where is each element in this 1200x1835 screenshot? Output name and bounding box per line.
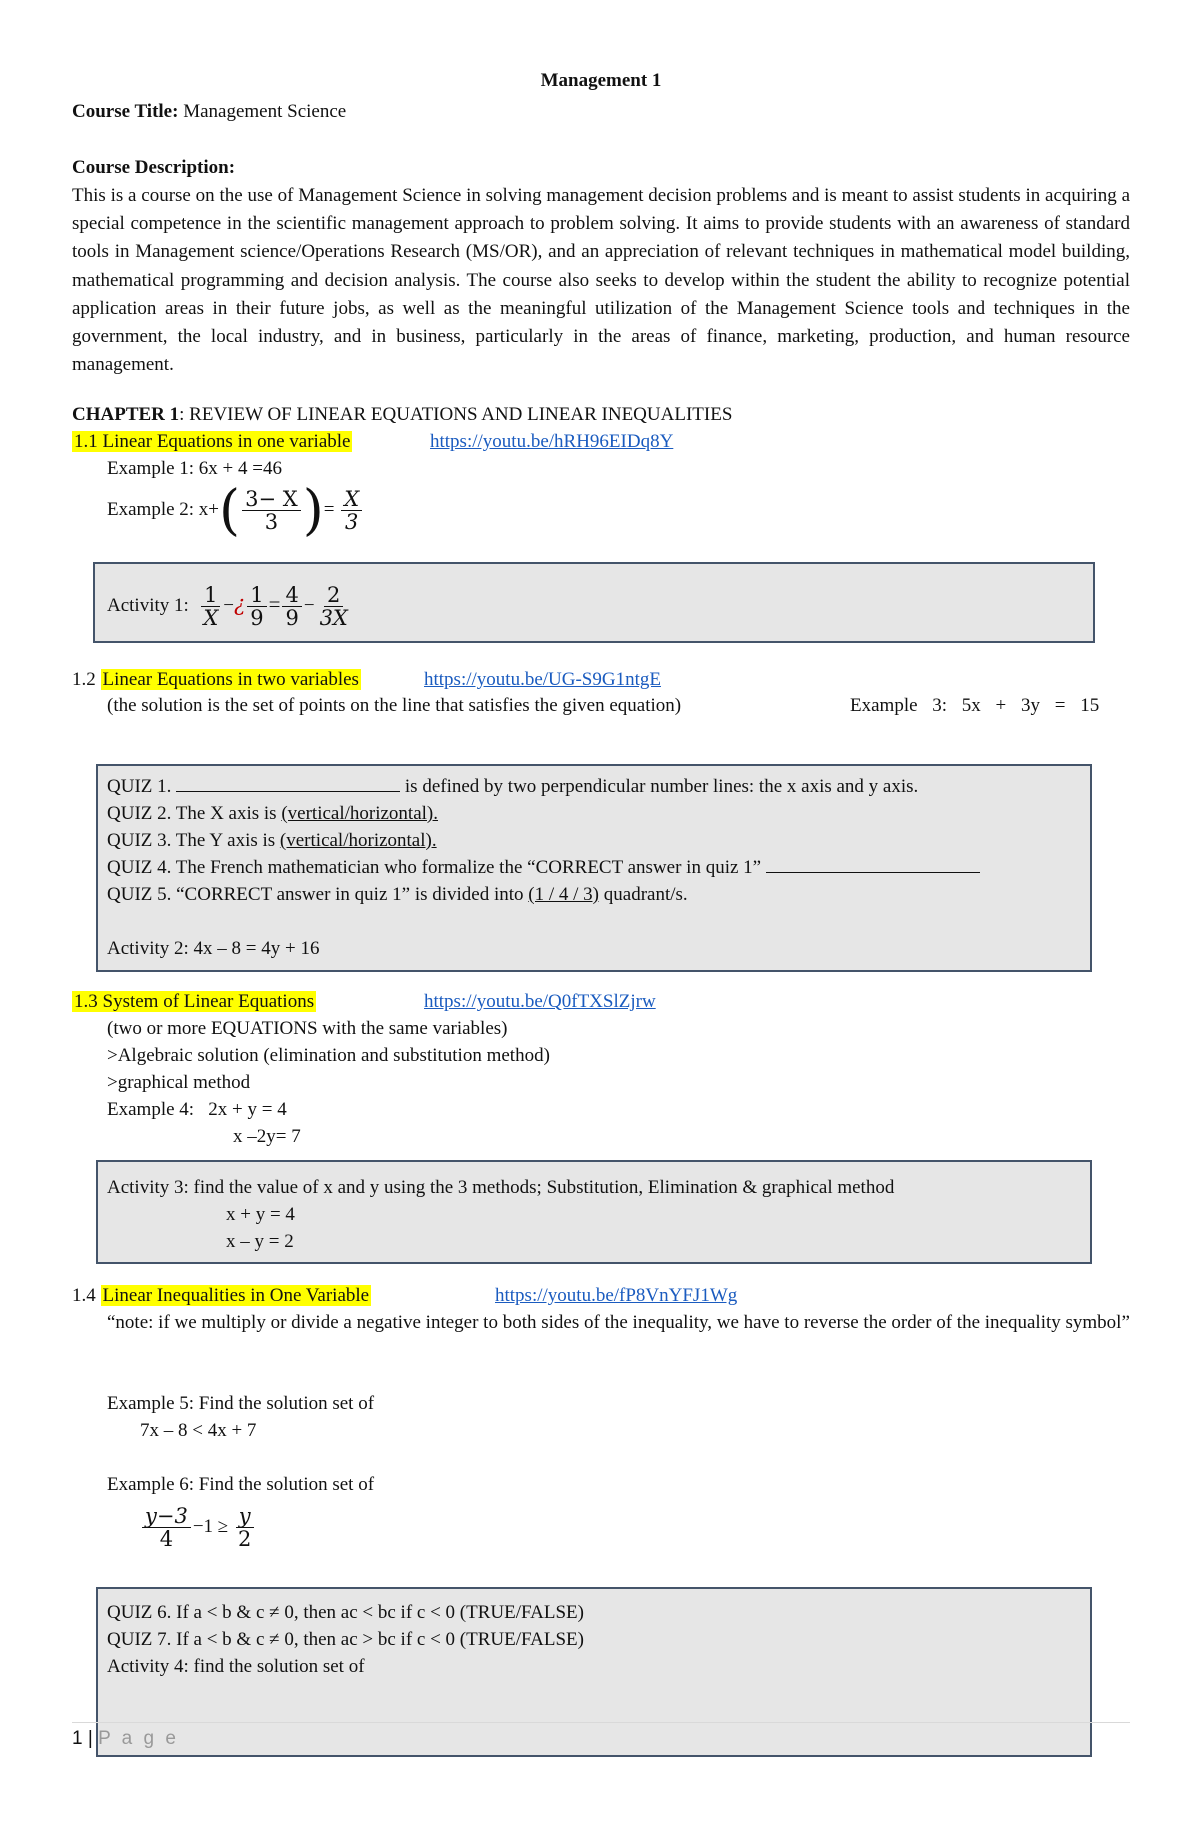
example-1: Example 1: 6x + 4 =46 [107, 458, 282, 479]
activity-3-eq1: x + y = 4 [226, 1204, 295, 1225]
activity-3-box [96, 1160, 1092, 1264]
section-1-4-note: “note: if we multiply or divide a negative integer to both sides of the inequality, we have to reverse the order of the inequality symbol” [107, 1312, 1130, 1333]
example-6: Example 6: Find the solution set of [107, 1474, 375, 1495]
footer-divider [72, 1722, 1130, 1723]
section-1-4-link[interactable]: https://youtu.be/fP8VnYFJ1Wg [495, 1285, 738, 1306]
section-1-2-link[interactable]: https://youtu.be/UG-S9G1ntgE [424, 669, 661, 690]
activity-1: Activity 1: $\frac{1}{X}$ −¿ $\frac{1}{9}$ = $\frac{4}{9}$ − $\frac{2}{3X}$ [107, 583, 348, 631]
quiz-4: QUIZ 4. The French mathematician who formalize the “CORRECT answer in quiz 1” [107, 854, 980, 881]
quiz-4-blank [766, 856, 980, 873]
quiz-5: QUIZ 5. “CORRECT answer in quiz 1” is divided into (1 / 4 / 3) quadrant/s. [107, 884, 688, 905]
quiz-1: QUIZ 1. is defined by two perpendicular number lines: the x axis and y axis. [107, 776, 919, 797]
algebraic-solution: >Algebraic solution (elimination and substitution method) [107, 1045, 550, 1066]
activity-3-eq2: x – y = 2 [226, 1231, 294, 1252]
activity-1-symbol: ¿ [233, 592, 246, 616]
example-2: Example 2: x+( $\frac{3- X}{3}$ )= $\frac{X}{3}$ [107, 480, 364, 540]
course-title-value: Management Science [183, 101, 347, 122]
example-4: Example 4: 2x + y = 4 [107, 1099, 287, 1120]
example-6-inequality: $\frac{y-3}{4}$ −1 ≥ $\frac{y}{2}$ [140, 1500, 256, 1554]
course-title [72, 98, 346, 125]
graphical-method: >graphical method [107, 1072, 251, 1093]
quiz-6: QUIZ 6. If a < b & c ≠ 0, then ac < bc if c < 0 (TRUE/FALSE) [107, 1602, 584, 1623]
chapter-heading [72, 401, 732, 428]
example-5: Example 5: Find the solution set of [107, 1393, 375, 1414]
example-4-second: x –2y= 7 [233, 1126, 301, 1147]
course-title-label: Course Title: [72, 101, 179, 122]
section-1-1-title: 1.1 Linear Equations in one variable [74, 431, 351, 452]
section-1-3-link[interactable]: https://youtu.be/Q0fTXSlZjrw [424, 991, 656, 1012]
example-3: Example 3: 5x + 3y = 15 [850, 695, 1100, 716]
chapter-title: : REVIEW OF LINEAR EQUATIONS AND LINEAR INEQUALITIES [179, 404, 733, 425]
example-2-fraction: $\frac{3- X}{3}$ [242, 488, 301, 533]
section-1-1-link[interactable]: https://youtu.be/hRH96EIDq8Y [430, 431, 674, 452]
page-number: 1 | [72, 1728, 93, 1749]
page-word: P a g e [98, 1728, 179, 1749]
section-1-2-heading: 1.2 Linear Equations in two variables [72, 669, 359, 690]
section-1-4-heading: 1.4 Linear Inequalities in One Variable [72, 1285, 370, 1306]
section-1-2-title: Linear Equations in two variables [102, 669, 359, 690]
activity-4: Activity 4: find the solution set of [107, 1656, 365, 1677]
section-1-3-note: (two or more EQUATIONS with the same variables) [107, 1018, 508, 1039]
section-1-1-heading [72, 428, 352, 455]
document-title: Management 1 [540, 70, 662, 91]
quiz-3: QUIZ 3. The Y axis is (vertical/horizontal). [107, 830, 437, 851]
chapter-label: CHAPTER 1 [72, 404, 180, 425]
activity-1-box [93, 562, 1095, 643]
quiz-box-2 [96, 1587, 1092, 1757]
page-footer [72, 1728, 179, 1750]
activity-2: Activity 2: 4x – 8 = 4y + 16 [107, 938, 320, 959]
activity-3: Activity 3: find the value of x and y using the 3 methods; Substitution, Elimination & graphical method [107, 1177, 895, 1198]
section-1-2-note: (the solution is the set of points on the line that satisfies the given equation) [107, 695, 682, 716]
example-2-right-fraction: $\frac{X}{3}$ [341, 488, 362, 533]
section-1-4-title: Linear Inequalities in One Variable [102, 1285, 370, 1306]
quiz-2: QUIZ 2. The X axis is (vertical/horizontal). [107, 803, 439, 824]
section-1-3-heading [72, 988, 316, 1015]
example-5-inequality: 7x – 8 < 4x + 7 [140, 1420, 257, 1441]
quiz-1-blank [176, 775, 400, 792]
section-1-3-title: 1.3 System of Linear Equations [74, 991, 315, 1012]
quiz-box-1 [96, 764, 1092, 972]
quiz-7: QUIZ 7. If a < b & c ≠ 0, then ac > bc if c < 0 (TRUE/FALSE) [107, 1629, 584, 1650]
course-description-label: Course Description: [72, 157, 236, 178]
course-description-text: This is a course on the use of Management Science in solving management decision problems and is meant to assist students in acquiring a special competence in the scientific management approach to problem solving. It aims to provide students with an awareness of standard tools in Management science/Operations Research (MS/OR), and an appreciation of relevant techniques in mathematical model building, mathematical programming and decision analysis. The course also seeks to develop within the student the ability to recognize potential application areas in their future jobs, as well as the meaningful utilization of the Management Science tools and techniques in the government, the local industry, and in business, particularly in the areas of finance, marketing, production, and human resource management. [72, 185, 1130, 376]
